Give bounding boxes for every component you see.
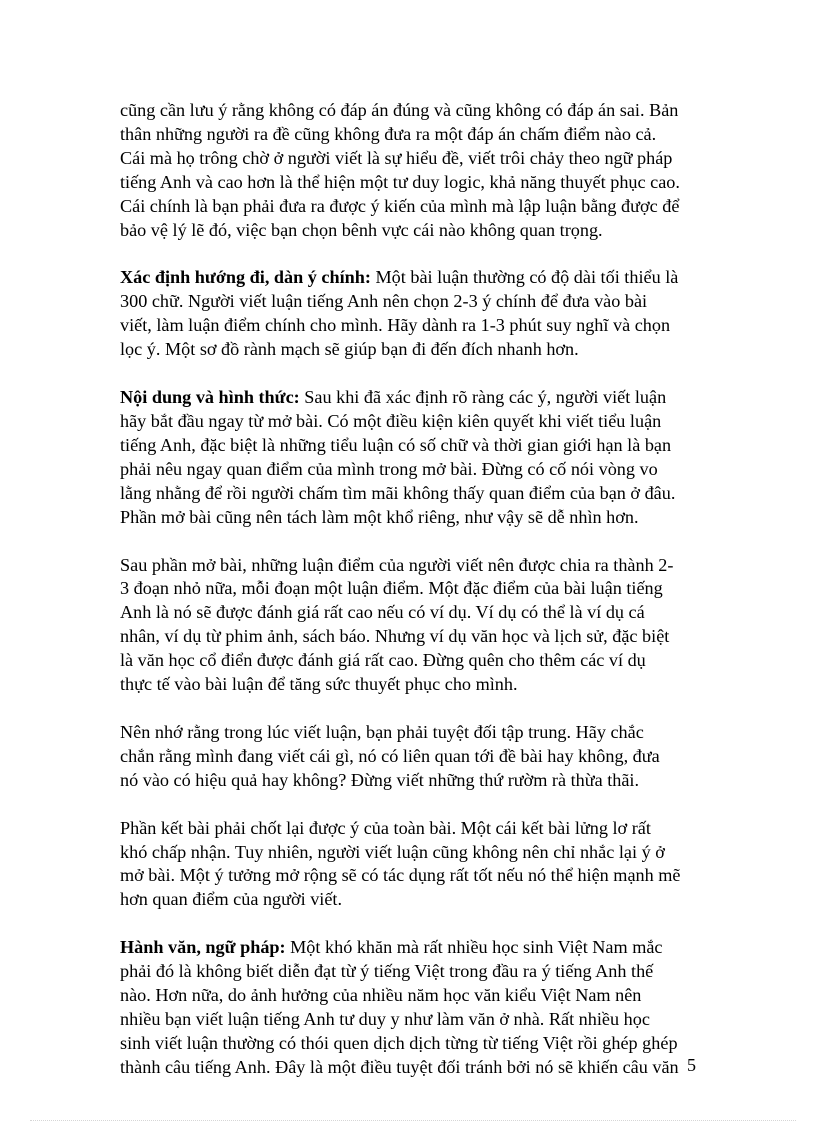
- paragraph-3-lead: Nội dung và hình thức:: [120, 387, 300, 408]
- footer-divider: [30, 1120, 796, 1121]
- paragraph-1-text: cũng cần lưu ý rằng không có đáp án đúng và cũng không có đáp án sai. Bản thân những người ra đề cũng không đưa ra một đáp án chấm điểm nào cả. Cái mà họ trông chờ ở người viết là sự hiểu đề, viết trôi chảy theo ngữ pháp tiếng Anh và cao hơn là thể hiện một tư duy logic, khả năng thuyết phục cao. Cái chính là bạn phải đưa ra được ý kiến của mình mà lập luận bằng được để bảo vệ lý lẽ đó, việc bạn chọn bênh vực cái nào không quan trọng.: [120, 100, 680, 240]
- paragraph-1: [120, 99, 700, 242]
- paragraph-5: [120, 721, 700, 793]
- paragraph-5-text: Nên nhớ rằng trong lúc viết luận, bạn phải tuyệt đối tập trung. Hãy chắc chắn rằng mình đang viết cái gì, nó có liên quan tới đề bài hay không, đưa nó vào có hiệu quả hay không? Đừng viết những thứ rườm rà thừa thãi.: [120, 721, 660, 790]
- paragraph-4-text: Sau phần mở bài, những luận điểm của người viết nên được chia ra thành 2- 3 đoạn nhỏ nữa, mỗi đoạn một luận điểm. Một đặc điểm của bài luận tiếng Anh là nó sẽ được đánh giá rất cao nếu có ví dụ. Ví dụ có thể là ví dụ cá nhân, ví dụ từ phim ảnh, sách báo. Nhưng ví dụ văn học và lịch sử, đặc biệt là văn học cổ điển được đánh giá rất cao. Đừng quên cho thêm các ví dụ thực tế vào bài luận để tăng sức thuyết phục cho mình.: [120, 554, 674, 695]
- body-text: [120, 99, 700, 1104]
- paragraph-6-text: Phần kết bài phải chốt lại được ý của toàn bài. Một cái kết bài lửng lơ rất khó chấp nhận. Tuy nhiên, người viết luận cũng không nên chỉ nhắc lại ý ở mở bài. Một ý tưởng mở rộng sẽ có tác dụng rất tốt nếu nó thể hiện mạnh mẽ hơn quan điểm của người viết.: [120, 817, 681, 910]
- paragraph-2-lead: Xác định hướng đi, dàn ý chính:: [120, 267, 371, 288]
- paragraph-4: [120, 554, 700, 697]
- paragraph-7-text: Một khó khăn mà rất nhiều học sinh Việt Nam mắc phải đó là không biết diễn đạt từ ý tiếng Việt trong đầu ra ý tiếng Anh thế nào. Hơn nữa, do ảnh hưởng của nhiều năm học văn kiểu Việt Nam nên nhiều bạn viết luận tiếng Anh tư duy y như làm văn ở nhà. Rất nhiều học sinh viết luận thường có thói quen dịch dịch từng từ tiếng Việt rồi ghép ghép thành câu tiếng Anh. Đây là một điều tuyệt đối tránh bởi nó sẽ khiến câu văn: [120, 937, 679, 1077]
- paragraph-2-text: Một bài luận thường có độ dài tối thiểu là 300 chữ. Người viết luận tiếng Anh nên chọn 2-3 ý chính để đưa vào bài viết, làm luận điểm chính cho mình. Hãy dành ra 1-3 phút suy nghĩ và chọn lọc ý. Một sơ đồ rành mạch sẽ giúp bạn đi đến đích nhanh hơn.: [120, 267, 679, 360]
- paragraph-2: [120, 266, 700, 362]
- paragraph-3-text: Sau khi đã xác định rõ ràng các ý, người viết luận hãy bắt đầu ngay từ mở bài. Có một điều kiện kiên quyết khi viết tiểu luận tiếng Anh, đặc biệt là những tiểu luận có số chữ và thời gian giới hạn là bạn phải nêu ngay quan điểm của mình trong mở bài. Đừng có cố nói vòng vo lằng nhằng để rồi người chấm tìm mãi không thấy quan điểm của bạn ở đâu. Phần mở bài cũng nên tách làm một khổ riêng, như vậy sẽ dễ nhìn hơn.: [120, 387, 676, 527]
- paragraph-7: [120, 936, 700, 1079]
- paragraph-6: [120, 817, 700, 913]
- paragraph-7-lead: Hành văn, ngữ pháp:: [120, 937, 286, 958]
- paragraph-3: [120, 386, 700, 529]
- page-number: 5: [687, 1055, 696, 1075]
